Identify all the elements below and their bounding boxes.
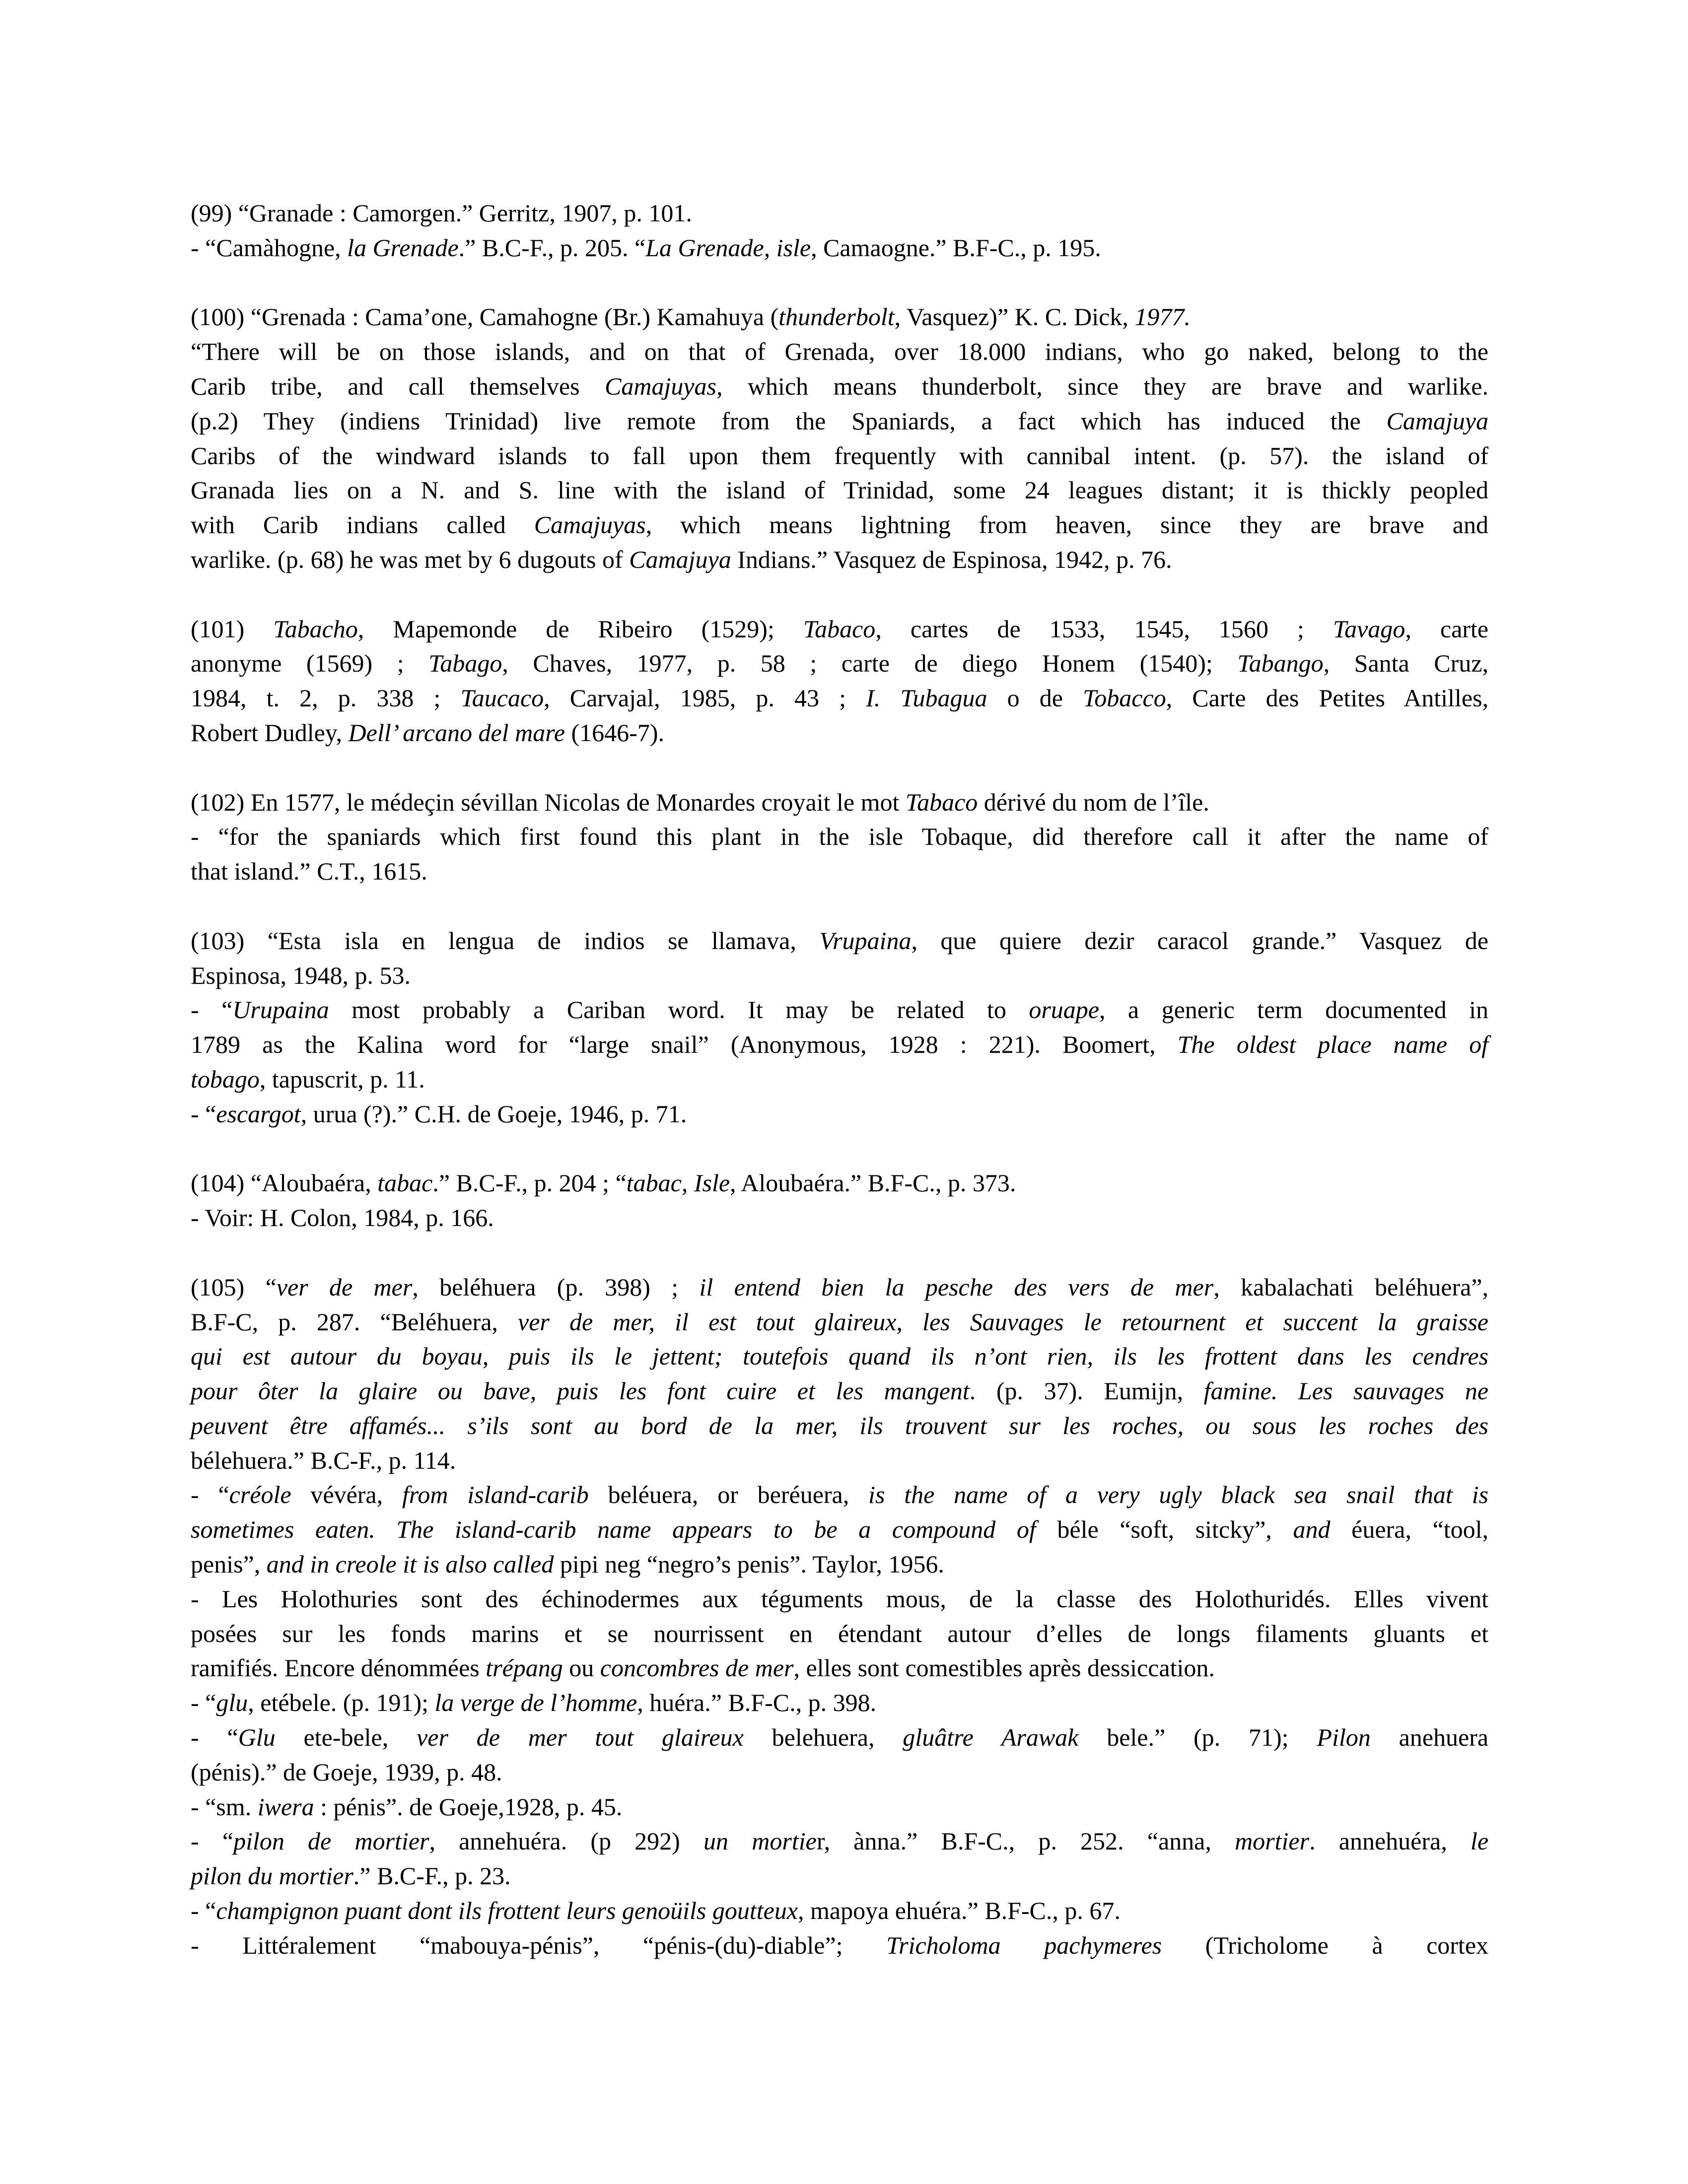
text-run: , kabalachati beléhuera”,: [1213, 1273, 1489, 1301]
text-run: - “: [191, 1897, 216, 1925]
text-run: “There will be on those islands, and on that of Grenada, over 18.000 indians, who go naked, belong to the: [191, 338, 1488, 366]
text-line: [191, 231, 1488, 266]
text-run: most probably a Cariban word. It may be related to: [329, 996, 1029, 1024]
text-line: [191, 1270, 1488, 1305]
text-run: , annehuéra. (p 292): [429, 1827, 704, 1855]
text-run: , mapoya ehuéra.” B.F-C., p. 67.: [798, 1897, 1121, 1925]
footnote-102: [191, 785, 1488, 889]
italic-run: escargot: [216, 1099, 301, 1128]
text-line: [191, 1305, 1488, 1340]
text-line: [191, 335, 1488, 369]
text-run: , beléhuera (p. 398) ;: [412, 1273, 700, 1301]
text-line: [191, 958, 1488, 993]
italic-run: Urupaina: [232, 996, 329, 1024]
text-line: [191, 924, 1488, 958]
text-line: [191, 1339, 1488, 1374]
italic-run: peuvent être affamés... s’ils sont au bord de la mer, ils trouvent sur les roches, ou sous les roches des: [191, 1411, 1488, 1439]
italic-run: famine. Les sauvages ne: [1203, 1377, 1488, 1405]
text-line: [191, 1201, 1488, 1235]
text-run: - Les Holothuries sont des échinodermes aux téguments mous, de la classe des Holothuridés. Elles vivent: [191, 1584, 1488, 1613]
text-run: - “: [191, 1827, 234, 1855]
text-run: ramifiés. Encore dénommées: [191, 1654, 486, 1682]
text-run: (100) “Grenada : Cama’one, Camahogne (Br.) Kamahuya (: [191, 303, 779, 331]
text-run: (p.2) They (indiens Trinidad) live remote from the Spaniards, a fact which has induced the: [191, 407, 1387, 435]
italic-run: Tricholoma pachymeres: [886, 1931, 1162, 1959]
text-line: [191, 196, 1488, 231]
italic-run: Dell’ arcano del mare: [348, 718, 565, 747]
text-run: Espinosa, 1948, p. 53.: [191, 961, 411, 989]
text-run: r, ànna.” B.F-C., p. 252. “anna,: [816, 1827, 1235, 1855]
italic-run: Tabago: [428, 649, 502, 678]
text-run: , Carvajal, 1985, p. 43 ;: [544, 684, 866, 712]
text-line: [191, 1478, 1488, 1512]
text-run: Caribs of the windward islands to fall upon them frequently with cannibal intent. (p. 57). the island of: [191, 441, 1488, 470]
italic-run: créole: [229, 1481, 291, 1509]
italic-run: and in creole it is also called: [266, 1550, 554, 1578]
text-line: [191, 716, 1488, 751]
text-run: posées sur les fonds marins et se nourrissent en étendant autour d’elles de longs filaments gluants et: [191, 1619, 1488, 1647]
text-run: Granada lies on a N. and S. line with the island of Trinidad, some 24 leagues distant; it is thickly peopled: [191, 476, 1488, 504]
italic-run: concombres de mer: [600, 1654, 794, 1682]
text-line: [191, 1582, 1488, 1617]
text-line: [191, 1859, 1488, 1894]
text-run: bélehuera.” B.C-F., p. 114.: [191, 1446, 456, 1474]
text-line: [191, 1062, 1488, 1097]
text-run: Indians.” Vasquez de Espinosa, 1942, p. 76.: [731, 545, 1172, 573]
italic-run: qui est autour du boyau, puis ils le jettent; toutefois quand ils n’ont rien, ils les frottent dans les cendres: [191, 1342, 1488, 1370]
text-line: [191, 681, 1488, 716]
text-run: (105) “: [191, 1273, 277, 1301]
text-line: [191, 1547, 1488, 1582]
text-run: , etébele. (p. 191);: [248, 1689, 435, 1717]
italic-run: Tabango: [1237, 649, 1324, 678]
text-run: (Tricholome à cortex: [1162, 1931, 1489, 1959]
italic-run: la Grenade: [347, 233, 459, 262]
italic-run: tabac, Isle: [626, 1169, 730, 1197]
text-line: [191, 1755, 1488, 1790]
text-run: (1646-7).: [565, 718, 664, 747]
text-run: , Santa Cruz,: [1323, 649, 1489, 678]
italic-run: and: [1293, 1515, 1331, 1544]
text-run: with Carib indians called: [191, 511, 534, 539]
text-run: (104) “Aloubaéra,: [191, 1169, 378, 1197]
text-run: (102) En 1577, le médeçin sévillan Nicolas de Monardes croyait le mot: [191, 788, 906, 816]
italic-run: Camajuyas: [534, 511, 646, 539]
text-line: [191, 785, 1488, 820]
text-line: [191, 1512, 1488, 1547]
text-run: - “: [191, 1099, 216, 1128]
text-run: belehuera,: [743, 1723, 903, 1752]
text-line: [191, 300, 1488, 335]
text-run: penis”,: [191, 1550, 267, 1578]
text-run: dérivé du nom de l’île.: [978, 788, 1209, 816]
text-run: béle “soft, sitcky”,: [1036, 1515, 1293, 1544]
italic-run: from island-carib: [402, 1481, 589, 1509]
text-run: , which means lightning from heaven, since they are brave and: [645, 511, 1488, 539]
text-run: (pénis).” de Goeje, 1939, p. 48.: [191, 1758, 502, 1786]
text-run: anonyme (1569) ;: [191, 649, 429, 678]
text-line: [191, 369, 1488, 404]
text-line: [191, 1443, 1488, 1478]
text-run: 1984, t. 2, p. 338 ;: [191, 684, 461, 712]
italic-run: Taucaco: [460, 684, 544, 712]
text-run: ou: [563, 1654, 600, 1682]
text-run: .” B.C-F., p. 205. “: [458, 233, 646, 262]
text-line: [191, 439, 1488, 474]
text-line: [191, 1894, 1488, 1928]
text-run: 1789 as the Kalina word for “large snail” (Anonymous, 1928 : 221). Boomert,: [191, 1030, 1178, 1059]
text-run: , Chaves, 1977, p. 58 ; carte de diego Honem (1540);: [502, 649, 1238, 678]
text-run: - “: [191, 996, 233, 1024]
text-line: [191, 1166, 1488, 1201]
italic-run: la verge de l’homme: [434, 1689, 637, 1717]
text-line: [191, 612, 1488, 647]
text-run: , huéra.” B.F-C., p. 398.: [637, 1689, 877, 1717]
italic-run: ver de mer, il est tout glaireux, les Sauvages le retournent et succent la graisse: [518, 1307, 1488, 1336]
footnote-105: [191, 1270, 1488, 1963]
italic-run: Pilon: [1317, 1723, 1371, 1752]
notes-body: [191, 196, 1488, 1997]
text-run: - “for the spaniards which first found this plant in the isle Tobaque, did therefore call it after the name of: [191, 822, 1488, 851]
italic-run: il entend bien la pesche des vers de mer: [699, 1273, 1214, 1301]
italic-run: Tabaco: [803, 614, 876, 643]
text-run: (99) “Granade : Camorgen.” Gerritz, 1907, p. 101.: [191, 199, 692, 227]
italic-run: ver de mer: [276, 1273, 413, 1301]
text-run: (101): [191, 614, 274, 643]
text-line: [191, 819, 1488, 854]
text-run: - “: [191, 1723, 238, 1752]
text-line: [191, 854, 1488, 889]
italic-run: thunderbolt: [778, 303, 895, 331]
text-run: , a generic term documented in: [1099, 996, 1488, 1024]
text-run: B.F-C, p. 287. “Beléhuera,: [191, 1307, 518, 1336]
italic-run: champignon puant dont ils frottent leurs genoüils goutteux: [216, 1897, 798, 1925]
italic-run: iwera: [257, 1792, 314, 1821]
text-run: .” B.C-F., p. 204 ; “: [432, 1169, 627, 1197]
text-run: (103) “Esta isla en lengua de indios se llamava,: [191, 926, 820, 955]
text-run: Robert Dudley,: [191, 718, 349, 747]
italic-run: pilon de mortier: [233, 1827, 429, 1855]
text-line: [191, 404, 1488, 439]
text-line: [191, 1374, 1488, 1409]
italic-run: La Grenade, isle: [645, 233, 811, 262]
italic-run: un mortie: [703, 1827, 817, 1855]
text-run: . annehuéra,: [1309, 1827, 1471, 1855]
text-run: , Mapemonde de Ribeiro (1529);: [357, 614, 803, 643]
text-run: - “: [191, 1689, 216, 1717]
italic-run: gluâtre Arawak: [903, 1723, 1079, 1752]
italic-run: Tavago: [1333, 614, 1406, 643]
text-run: - Littéralement “mabouya-pénis”, “pénis-(du)-diable”;: [191, 1931, 887, 1959]
italic-run: trépang: [486, 1654, 563, 1682]
italic-run: 1977.: [1134, 303, 1191, 331]
text-line: [191, 1409, 1488, 1443]
italic-run: Camajuyas: [605, 372, 716, 400]
text-run: beléuera, or beréuera,: [588, 1481, 869, 1509]
italic-run: I. Tubagua: [866, 684, 987, 712]
footnote-104: [191, 1166, 1488, 1235]
text-run: vévéra,: [291, 1481, 402, 1509]
italic-run: le: [1470, 1827, 1489, 1855]
text-run: - “: [191, 1481, 229, 1509]
text-run: , carte: [1405, 614, 1488, 643]
footnote-99: [191, 196, 1488, 266]
text-run: , Aloubaéra.” B.F-C., p. 373.: [730, 1169, 1016, 1197]
text-line: [191, 473, 1488, 508]
italic-run: Glu: [238, 1723, 276, 1752]
text-line: [191, 1617, 1488, 1651]
text-run: - “Camàhogne,: [191, 233, 348, 262]
text-run: , Camaogne.” B.F-C., p. 195.: [811, 233, 1101, 262]
text-run: , tapuscrit, p. 11.: [259, 1065, 425, 1093]
text-line: [191, 993, 1488, 1027]
text-line: [191, 1928, 1488, 1963]
text-run: éuera, “tool,: [1330, 1515, 1488, 1544]
italic-run: pour ôter la glaire ou bave, puis les font cuire et les mangent: [191, 1377, 970, 1405]
italic-run: glu: [216, 1689, 248, 1717]
italic-run: Tabaco: [905, 788, 978, 816]
text-run: , que quiere dezir caracol grande.” Vasquez de: [911, 926, 1488, 955]
text-run: pipi neg “negro’s penis”. Taylor, 1956.: [554, 1550, 944, 1578]
text-run: bele.” (p. 71);: [1078, 1723, 1317, 1752]
text-line: [191, 1686, 1488, 1720]
italic-run: Tabacho: [273, 614, 358, 643]
text-run: , Vasquez)” K. C. Dick,: [894, 303, 1135, 331]
text-line: [191, 1097, 1488, 1132]
footnote-100: [191, 300, 1488, 577]
text-line: [191, 1720, 1488, 1755]
italic-run: Tobacco: [1083, 684, 1166, 712]
text-run: , cartes de 1533, 1545, 1560 ;: [875, 614, 1333, 643]
italic-run: tobago: [191, 1065, 260, 1093]
text-run: , elles sont comestibles après dessiccation.: [793, 1654, 1215, 1682]
text-run: . (p. 37). Eumijn,: [969, 1377, 1204, 1405]
italic-run: Camajuya: [1386, 407, 1488, 435]
italic-run: oruape: [1029, 996, 1099, 1024]
italic-run: is the name of a very ugly black sea snail that is: [868, 1481, 1488, 1509]
text-run: o de: [987, 684, 1083, 712]
italic-run: ver de mer tout glaireux: [417, 1723, 744, 1752]
text-line: [191, 1824, 1488, 1859]
italic-run: tabac: [377, 1169, 433, 1197]
text-run: , Carte des Petites Antilles,: [1166, 684, 1488, 712]
text-run: : pénis”. de Goeje,1928, p. 45.: [314, 1792, 623, 1821]
text-line: [191, 1651, 1488, 1686]
text-run: that island.” C.T., 1615.: [191, 857, 427, 886]
italic-run: sometimes eaten. The island-carib name appears to be a compound of: [191, 1515, 1036, 1544]
text-line: [191, 543, 1488, 577]
italic-run: Camajuya: [629, 545, 731, 573]
text-run: .” B.C-F., p. 23.: [353, 1862, 511, 1890]
text-run: , which means thunderbolt, since they are brave and warlike.: [716, 372, 1489, 400]
italic-run: Vrupaina: [819, 926, 912, 955]
text-run: - Voir: H. Colon, 1984, p. 166.: [191, 1204, 494, 1232]
text-run: Carib tribe, and call themselves: [191, 372, 605, 400]
italic-run: mortier: [1235, 1827, 1310, 1855]
text-line: [191, 1790, 1488, 1825]
italic-run: The oldest place name of: [1177, 1030, 1488, 1059]
footnote-101: [191, 612, 1488, 751]
text-line: [191, 508, 1488, 543]
text-run: , urua (?).” C.H. de Goeje, 1946, p. 71.: [300, 1099, 687, 1128]
italic-run: pilon du mortier: [191, 1862, 353, 1890]
text-run: ete-bele,: [275, 1723, 417, 1752]
footnote-103: [191, 924, 1488, 1132]
text-run: anehuera: [1370, 1723, 1488, 1752]
text-line: [191, 1027, 1488, 1062]
text-run: warlike. (p. 68) he was met by 6 dugouts of: [191, 545, 630, 573]
text-line: [191, 646, 1488, 681]
text-run: - “sm.: [191, 1792, 258, 1821]
